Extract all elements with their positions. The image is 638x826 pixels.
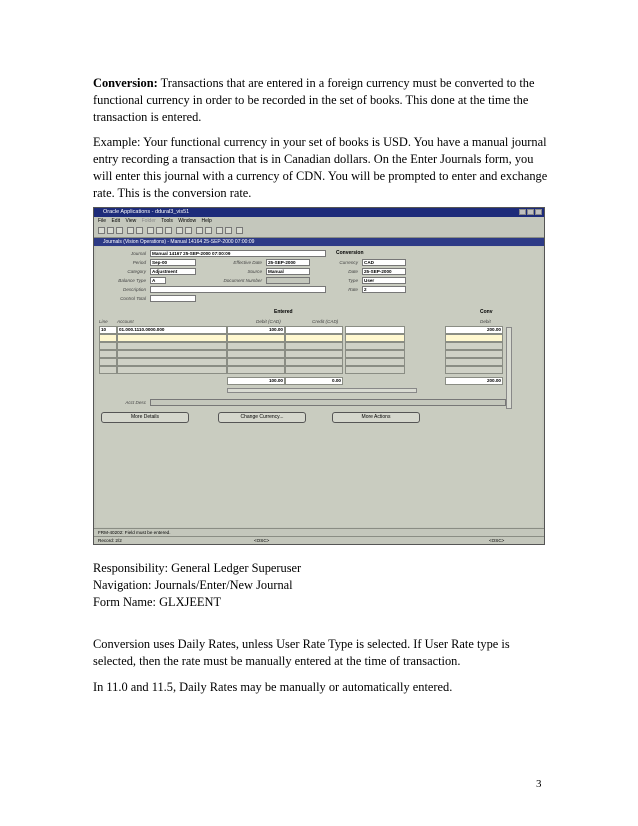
description-field[interactable] bbox=[150, 286, 326, 293]
form-titlebar bbox=[94, 238, 544, 246]
osc-indicator-1: <OSC> bbox=[254, 538, 270, 543]
credit-cad-column-header: Credit (CAD) bbox=[312, 319, 339, 324]
table-row[interactable] bbox=[99, 358, 514, 366]
credit-cad-cell[interactable] bbox=[285, 342, 343, 350]
menu-window[interactable]: Window bbox=[178, 218, 197, 224]
journal-label: Journal bbox=[130, 251, 146, 256]
menu-view[interactable]: View bbox=[125, 218, 137, 224]
blank-cell[interactable] bbox=[345, 334, 405, 342]
document-number-label: Document Number bbox=[223, 278, 262, 283]
control-total-field[interactable] bbox=[150, 295, 196, 302]
total-debit: 200.00 bbox=[445, 377, 503, 385]
form-info-paragraph bbox=[93, 560, 553, 611]
acct-desc-field[interactable] bbox=[150, 399, 506, 406]
record-indicator: Record: 2/2 bbox=[98, 538, 122, 543]
blank-cell[interactable] bbox=[345, 366, 405, 374]
debit-cell[interactable] bbox=[445, 334, 503, 342]
form-name-line: Form Name: GLXJEENT bbox=[93, 595, 222, 609]
window-titlebar bbox=[94, 208, 544, 217]
acct-desc-label: Acct Desc bbox=[125, 400, 146, 405]
total-credit-cad: 0.00 bbox=[285, 377, 343, 385]
find-icon[interactable] bbox=[196, 227, 203, 234]
period-label: Period bbox=[132, 260, 146, 265]
new-record-icon[interactable] bbox=[176, 227, 183, 234]
balance-type-label: Balance Type bbox=[118, 278, 146, 283]
table-row[interactable] bbox=[99, 326, 514, 334]
delete-record-icon[interactable] bbox=[185, 227, 192, 234]
debit-cell[interactable]: 200.00 bbox=[445, 326, 503, 334]
navigator-icon[interactable] bbox=[205, 227, 212, 234]
debit-cad-cell[interactable] bbox=[227, 342, 285, 350]
journal-field[interactable]: Manual 14167 25-SEP-2000 07:00:09 bbox=[150, 250, 326, 257]
table-row[interactable] bbox=[99, 350, 514, 358]
control-total-label: Control Total bbox=[120, 296, 146, 301]
type-label: Type bbox=[348, 278, 358, 283]
entered-heading: Entered bbox=[274, 309, 293, 315]
category-label: Category bbox=[127, 269, 146, 274]
credit-cad-cell[interactable] bbox=[285, 326, 343, 334]
copy-icon[interactable] bbox=[156, 227, 163, 234]
help-icon[interactable] bbox=[236, 227, 243, 234]
conversion-definition: Transactions that are entered in a foreign currency must be converted to the functional currency in order to be recorded in the set of books. This done at the time the transaction is entered. bbox=[93, 76, 535, 124]
debit-cad-cell[interactable] bbox=[227, 366, 285, 374]
debit-cad-cell[interactable] bbox=[227, 334, 285, 342]
close-form-icon[interactable] bbox=[136, 227, 143, 234]
vertical-scrollbar[interactable] bbox=[506, 327, 512, 409]
debit-cell[interactable] bbox=[445, 350, 503, 358]
line-cell[interactable] bbox=[99, 366, 117, 374]
paste-icon[interactable] bbox=[165, 227, 172, 234]
source-label: Source bbox=[247, 269, 262, 274]
status-message: FRM-40202: Field must be entered. bbox=[94, 528, 544, 535]
maximize-icon[interactable] bbox=[527, 209, 534, 215]
table-row[interactable] bbox=[99, 366, 514, 374]
close-icon[interactable] bbox=[535, 209, 542, 215]
credit-cad-cell[interactable] bbox=[285, 366, 343, 374]
debit-column-header: Debit bbox=[480, 319, 491, 324]
save-icon[interactable] bbox=[116, 227, 123, 234]
debit-cell[interactable] bbox=[445, 358, 503, 366]
print-icon[interactable] bbox=[127, 227, 134, 234]
description-label: Description bbox=[123, 287, 146, 292]
conversion-heading: Conversion bbox=[336, 250, 364, 256]
type-field[interactable]: User bbox=[362, 277, 406, 284]
more-details-button[interactable]: More Details bbox=[101, 412, 189, 423]
account-cell[interactable] bbox=[117, 334, 227, 342]
effective-date-field[interactable]: 25-SEP-2000 bbox=[266, 259, 310, 266]
line-cell[interactable] bbox=[99, 358, 117, 366]
rate-label: Rate bbox=[348, 287, 358, 292]
navigation-line: Navigation: Journals/Enter/New Journal bbox=[93, 578, 293, 592]
version-note-paragraph: In 11.0 and 11.5, Daily Rates may be manually or automatically entered. bbox=[93, 680, 453, 694]
menu-edit[interactable]: Edit bbox=[111, 218, 121, 224]
cut-icon[interactable] bbox=[147, 227, 154, 234]
form-title: Journals (Vision Operations) - Manual 14164 25-SEP-2000 07:00:09 bbox=[103, 239, 255, 245]
balance-type-field[interactable]: A bbox=[150, 277, 166, 284]
account-cell[interactable] bbox=[117, 342, 227, 350]
account-cell[interactable] bbox=[117, 366, 227, 374]
conversion-paragraph bbox=[93, 75, 553, 126]
blank-cell[interactable] bbox=[345, 326, 405, 334]
date-field[interactable]: 25-SEP-2000 bbox=[362, 268, 406, 275]
debit-cad-cell[interactable] bbox=[227, 350, 285, 358]
rate-field[interactable]: 2 bbox=[362, 286, 406, 293]
credit-cad-cell[interactable] bbox=[285, 358, 343, 366]
example-paragraph: Example: Your functional currency in your set of books is USD. You have a manual journal entry recording a transaction that is in Canadian dollars. On the Enter Journals form, you will enter this journal with a currency of CDN. You will be prompted to enter and exchange rate. This is the conversion rate. bbox=[93, 135, 548, 200]
line-cell[interactable] bbox=[99, 350, 117, 358]
currency-field[interactable]: CAD bbox=[362, 259, 406, 266]
account-cell[interactable] bbox=[117, 358, 227, 366]
line-cell[interactable]: 10 bbox=[99, 326, 117, 334]
debit-cad-cell[interactable]: 100.00 bbox=[227, 326, 285, 334]
oracle-screenshot bbox=[93, 207, 545, 545]
account-column-header: Account bbox=[117, 319, 134, 324]
document-number-field[interactable] bbox=[266, 277, 310, 284]
status-bar bbox=[94, 536, 544, 543]
menu-bar bbox=[94, 217, 544, 225]
osc-indicator-2: <OSC> bbox=[489, 538, 505, 543]
line-column-header: Line bbox=[99, 319, 108, 324]
effective-date-label: Effective Date bbox=[233, 260, 262, 265]
currency-label: Currency bbox=[339, 260, 358, 265]
debit-cad-cell[interactable] bbox=[227, 358, 285, 366]
credit-cad-cell[interactable] bbox=[285, 334, 343, 342]
table-row[interactable] bbox=[99, 334, 514, 342]
menu-file[interactable]: File bbox=[98, 218, 107, 224]
credit-cad-cell[interactable] bbox=[285, 350, 343, 358]
page-number: 3 bbox=[536, 778, 542, 790]
debit-cell[interactable] bbox=[445, 366, 503, 374]
window-title: Oracle Applications - ddural3_vis51 bbox=[103, 209, 190, 215]
toolbar bbox=[94, 225, 544, 238]
menu-tools[interactable]: Tools bbox=[161, 218, 173, 224]
converted-heading: Conv bbox=[480, 309, 493, 315]
account-cell[interactable]: 01.000.1110.0000.000 bbox=[117, 326, 227, 334]
category-field[interactable]: Adjustment bbox=[150, 268, 196, 275]
daily-rates-paragraph: Conversion uses Daily Rates, unless User Rate Type is selected. If User Rate type is selected, then the rate must be manually entered at the time of transaction. bbox=[93, 637, 510, 668]
date-label: Date bbox=[348, 269, 358, 274]
minimize-icon[interactable] bbox=[519, 209, 526, 215]
change-currency-button[interactable]: Change Currency... bbox=[218, 412, 306, 423]
blank-cell[interactable] bbox=[345, 358, 405, 366]
open-icon[interactable] bbox=[107, 227, 114, 234]
table-row[interactable] bbox=[99, 342, 514, 350]
journal-form bbox=[96, 247, 542, 527]
horizontal-scrollbar[interactable] bbox=[227, 388, 417, 393]
line-cell[interactable] bbox=[99, 342, 117, 350]
debit-cell[interactable] bbox=[445, 342, 503, 350]
source-field[interactable]: Manual bbox=[266, 268, 310, 275]
menu-folder[interactable]: Folder bbox=[141, 218, 156, 224]
period-field[interactable]: Sep-00 bbox=[150, 259, 196, 266]
account-cell[interactable] bbox=[117, 350, 227, 358]
totals-row bbox=[99, 377, 514, 385]
total-debit-cad: 100.00 bbox=[227, 377, 285, 385]
folder-icon[interactable] bbox=[225, 227, 232, 234]
debit-cad-column-header: Debit (CAD) bbox=[256, 319, 281, 324]
line-cell[interactable] bbox=[99, 334, 117, 342]
new-icon[interactable] bbox=[98, 227, 105, 234]
responsibility-line: Responsibility: General Ledger Superuser bbox=[93, 561, 302, 575]
menu-help[interactable]: Help bbox=[201, 218, 212, 224]
attachments-icon[interactable] bbox=[216, 227, 223, 234]
blank-cell[interactable] bbox=[345, 350, 405, 358]
conversion-term: Conversion: bbox=[93, 76, 158, 90]
more-actions-button[interactable]: More Actions bbox=[332, 412, 420, 423]
blank-cell[interactable] bbox=[345, 342, 405, 350]
